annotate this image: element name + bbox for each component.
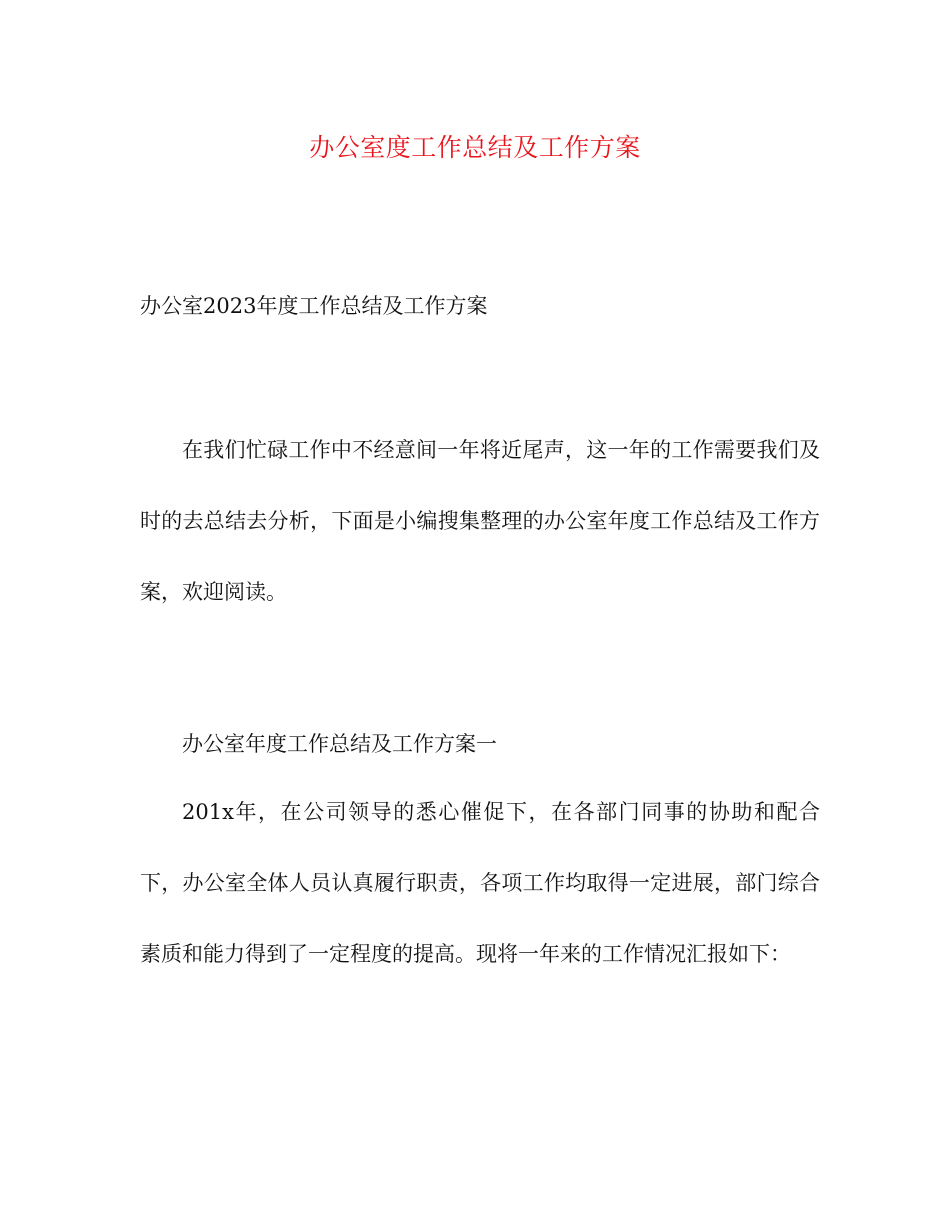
body-paragraph: 201x年，在公司领导的悉心催促下，在各部门同事的协助和配合下，办公室全体人员认真履行职责，各项工作均取得一定进展，部门综合素质和能力得到了一定程度的提高。现将一年来的工作情况汇报如下： (140, 800, 820, 966)
document-subtitle: 办公室2023年度工作总结及工作方案 (140, 294, 488, 318)
document-title: 办公室度工作总结及工作方案 (309, 133, 641, 162)
intro-paragraph: 在我们忙碌工作中不经意间一年将近尾声，这一年的工作需要我们及时的去总结去分析，下面是小编搜集整理的办公室年度工作总结及工作方案，欢迎阅读。 (140, 438, 820, 604)
section-heading: 办公室年度工作总结及工作方案一 (182, 732, 497, 756)
